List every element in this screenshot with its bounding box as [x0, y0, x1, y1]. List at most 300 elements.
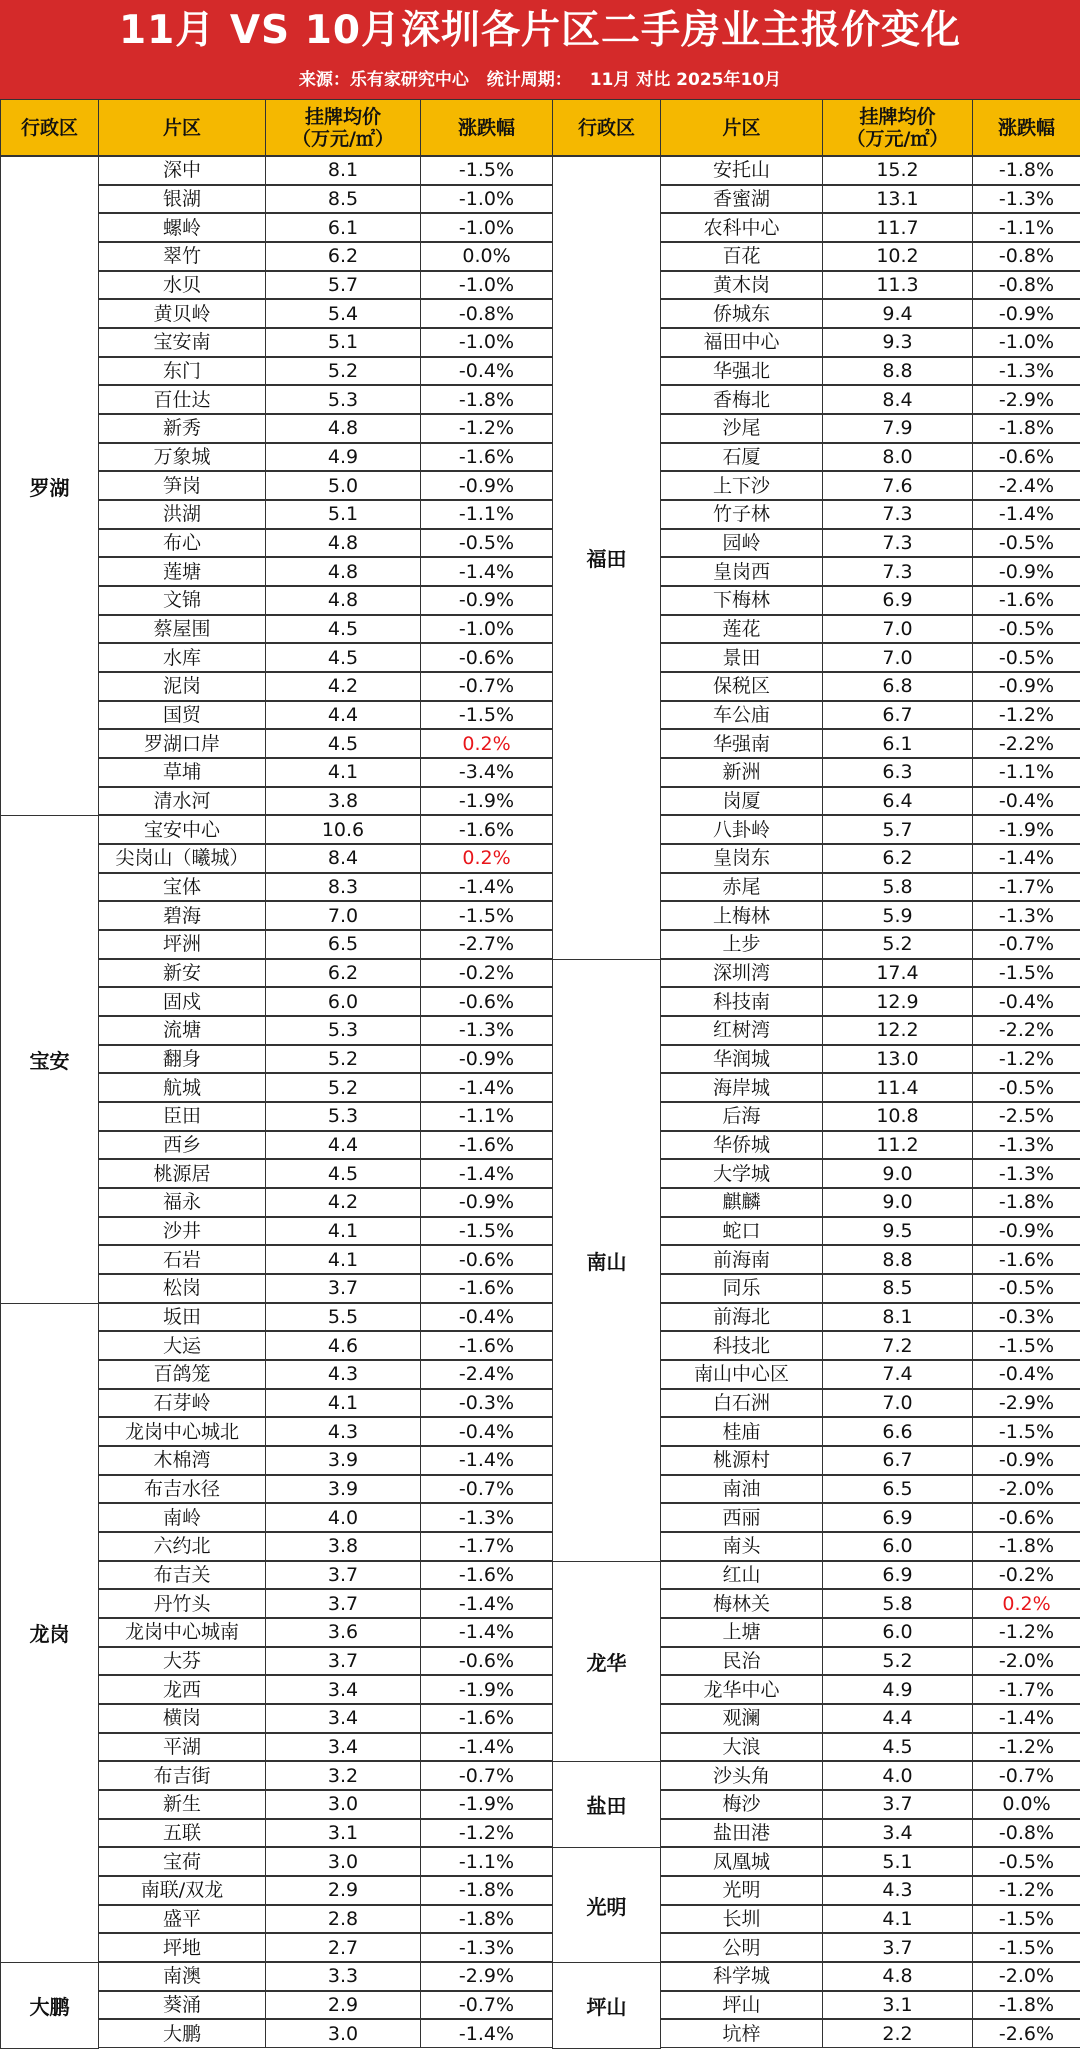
price-cell: 4.1 [265, 758, 421, 787]
change-cell: -1.9% [420, 787, 553, 816]
price-cell: 7.6 [822, 471, 973, 500]
change-cell: -1.2% [972, 1733, 1080, 1762]
change-cell: -0.4% [420, 1303, 553, 1332]
area-cell: 宝安中心 [98, 815, 266, 844]
area-cell: 科学城 [660, 1962, 823, 1991]
change-cell: -0.3% [420, 1389, 553, 1418]
area-cell: 螺岭 [98, 213, 266, 242]
price-cell: 6.1 [265, 213, 421, 242]
price-cell: 3.0 [265, 1847, 421, 1876]
area-cell: 银湖 [98, 185, 266, 214]
price-cell: 3.9 [265, 1475, 421, 1504]
price-cell: 7.3 [822, 529, 973, 558]
area-cell: 宝体 [98, 873, 266, 902]
area-column-header: 片区 [660, 99, 823, 156]
area-cell: 皇岗西 [660, 557, 823, 586]
price-cell: 4.4 [822, 1704, 973, 1733]
change-cell: -2.4% [420, 1360, 553, 1389]
area-cell: 华强南 [660, 729, 823, 758]
price-cell: 4.8 [265, 414, 421, 443]
price-cell: 7.3 [822, 557, 973, 586]
area-cell: 香蜜湖 [660, 185, 823, 214]
area-cell: 万象城 [98, 443, 266, 472]
price-cell: 6.5 [265, 930, 421, 959]
change-cell: -0.9% [972, 1217, 1080, 1246]
area-cell: 侨城东 [660, 299, 823, 328]
change-cell: -1.4% [420, 2019, 553, 2048]
district-cell: 坪山 [552, 1962, 661, 2049]
district-cell: 光明 [552, 1847, 661, 1963]
change-cell: -1.4% [420, 557, 553, 586]
district-column-header: 行政区 [0, 99, 99, 156]
price-cell: 13.0 [822, 1045, 973, 1074]
change-column-header: 涨跌幅 [420, 99, 553, 156]
price-cell: 3.7 [265, 1561, 421, 1590]
price-cell: 4.2 [265, 672, 421, 701]
price-cell: 7.4 [822, 1360, 973, 1389]
change-cell: -1.4% [420, 1446, 553, 1475]
district-cell: 福田 [552, 156, 661, 960]
price-cell: 7.0 [822, 643, 973, 672]
price-cell: 6.6 [822, 1417, 973, 1446]
price-cell: 11.4 [822, 1073, 973, 1102]
area-cell: 红山 [660, 1561, 823, 1590]
change-cell: -0.4% [972, 1360, 1080, 1389]
price-cell: 4.5 [265, 1159, 421, 1188]
area-cell: 新洲 [660, 758, 823, 787]
area-cell: 臣田 [98, 1102, 266, 1131]
area-cell: 东门 [98, 357, 266, 386]
right-table [552, 99, 1080, 2048]
area-cell: 国贸 [98, 701, 266, 730]
area-cell: 大鹏 [98, 2019, 266, 2048]
price-cell: 6.0 [822, 1532, 973, 1561]
change-cell: -0.5% [972, 1073, 1080, 1102]
area-cell: 坂田 [98, 1303, 266, 1332]
price-cell: 10.2 [822, 242, 973, 271]
change-cell: -1.1% [972, 758, 1080, 787]
district-cell: 盐田 [552, 1761, 661, 1848]
district-cell: 大鹏 [0, 1962, 99, 2049]
change-cell: -1.0% [420, 185, 553, 214]
price-cell: 4.1 [265, 1217, 421, 1246]
change-cell: -2.9% [972, 385, 1080, 414]
area-cell: 新安 [98, 959, 266, 988]
change-cell: -2.9% [420, 1962, 553, 1991]
area-cell: 红树湾 [660, 1016, 823, 1045]
change-cell: -2.4% [972, 471, 1080, 500]
change-cell: -2.2% [972, 1016, 1080, 1045]
price-cell: 7.0 [822, 615, 973, 644]
area-cell: 公明 [660, 1933, 823, 1962]
price-cell: 7.2 [822, 1331, 973, 1360]
change-cell: -0.7% [420, 1991, 553, 2020]
change-cell: 0.0% [420, 242, 553, 271]
change-cell: -1.5% [972, 959, 1080, 988]
area-cell: 麒麟 [660, 1188, 823, 1217]
area-cell: 黄木岗 [660, 271, 823, 300]
change-cell: -0.5% [972, 615, 1080, 644]
change-cell: -1.3% [972, 901, 1080, 930]
price-cell: 6.7 [822, 701, 973, 730]
area-cell: 坑梓 [660, 2019, 823, 2048]
change-cell: -1.8% [972, 1188, 1080, 1217]
change-cell: -0.2% [972, 1561, 1080, 1590]
change-cell: -1.5% [420, 701, 553, 730]
price-cell: 5.2 [265, 1073, 421, 1102]
change-cell: -1.5% [420, 1217, 553, 1246]
price-cell: 6.8 [822, 672, 973, 701]
change-cell: -1.7% [972, 1675, 1080, 1704]
source-label: 来源：乐有家研究中心 [298, 70, 469, 90]
change-cell: -1.7% [420, 1532, 553, 1561]
price-cell: 8.5 [822, 1274, 973, 1303]
area-cell: 大学城 [660, 1159, 823, 1188]
area-cell: 龙岗中心城北 [98, 1417, 266, 1446]
price-cell: 6.9 [822, 1503, 973, 1532]
area-cell: 笋岗 [98, 471, 266, 500]
area-cell: 翠竹 [98, 242, 266, 271]
price-cell: 11.3 [822, 271, 973, 300]
change-cell: -1.6% [420, 1331, 553, 1360]
area-cell: 上塘 [660, 1618, 823, 1647]
price-cell: 3.0 [265, 2019, 421, 2048]
period-label: 统计周期： [486, 70, 572, 90]
price-cell: 4.8 [265, 557, 421, 586]
price-cell: 4.5 [265, 729, 421, 758]
area-cell: 南油 [660, 1475, 823, 1504]
change-cell: -2.7% [420, 930, 553, 959]
area-cell: 五联 [98, 1819, 266, 1848]
area-cell: 蛇口 [660, 1217, 823, 1246]
price-cell: 6.1 [822, 729, 973, 758]
price-cell: 9.3 [822, 328, 973, 357]
price-cell: 4.4 [265, 1131, 421, 1160]
area-cell: 碧海 [98, 901, 266, 930]
change-cell: -1.2% [420, 414, 553, 443]
price-cell: 3.4 [265, 1733, 421, 1762]
area-cell: 南澳 [98, 1962, 266, 1991]
change-cell: -0.6% [420, 1647, 553, 1676]
area-cell: 车公庙 [660, 701, 823, 730]
price-cell: 9.0 [822, 1159, 973, 1188]
area-cell: 大芬 [98, 1647, 266, 1676]
price-cell: 11.2 [822, 1131, 973, 1160]
price-header-line: 挂牌均价 [304, 105, 381, 128]
area-cell: 航城 [98, 1073, 266, 1102]
change-cell: -0.9% [972, 299, 1080, 328]
price-cell: 3.8 [265, 787, 421, 816]
area-cell: 翻身 [98, 1045, 266, 1074]
area-cell: 文锦 [98, 586, 266, 615]
price-cell: 6.9 [822, 586, 973, 615]
change-cell: -1.5% [420, 901, 553, 930]
area-cell: 布心 [98, 529, 266, 558]
price-header-text [292, 106, 394, 150]
change-cell: -1.2% [972, 1876, 1080, 1905]
area-cell: 石芽岭 [98, 1389, 266, 1418]
change-cell: -1.5% [972, 1905, 1080, 1934]
price-cell: 3.4 [265, 1704, 421, 1733]
price-cell: 3.7 [265, 1647, 421, 1676]
price-cell: 3.1 [265, 1819, 421, 1848]
price-cell: 12.2 [822, 1016, 973, 1045]
change-cell: -0.8% [972, 271, 1080, 300]
price-cell: 4.6 [265, 1331, 421, 1360]
change-cell: -0.7% [420, 672, 553, 701]
change-cell: -1.4% [420, 1733, 553, 1762]
change-cell: -1.6% [972, 586, 1080, 615]
area-cell: 科技北 [660, 1331, 823, 1360]
area-cell: 龙华中心 [660, 1675, 823, 1704]
area-cell: 布吉关 [98, 1561, 266, 1590]
change-cell: -0.6% [420, 643, 553, 672]
area-cell: 平湖 [98, 1733, 266, 1762]
area-cell: 科技南 [660, 987, 823, 1016]
area-cell: 上步 [660, 930, 823, 959]
change-cell: -0.7% [420, 1475, 553, 1504]
change-cell: -1.7% [972, 873, 1080, 902]
price-cell: 9.4 [822, 299, 973, 328]
price-cell: 13.1 [822, 185, 973, 214]
price-cell: 5.5 [265, 1303, 421, 1332]
price-cell: 7.0 [265, 901, 421, 930]
area-cell: 新生 [98, 1790, 266, 1819]
area-cell: 凤凰城 [660, 1847, 823, 1876]
area-cell: 尖岗山（曦城） [98, 844, 266, 873]
price-cell: 2.2 [822, 2019, 973, 2048]
change-cell: -1.2% [420, 1819, 553, 1848]
change-cell: -1.5% [972, 1331, 1080, 1360]
change-cell: -1.3% [420, 1503, 553, 1532]
area-cell: 赤尾 [660, 873, 823, 902]
price-cell: 4.5 [265, 643, 421, 672]
area-cell: 木棉湾 [98, 1446, 266, 1475]
area-cell: 罗湖口岸 [98, 729, 266, 758]
change-cell: -0.6% [972, 1503, 1080, 1532]
area-column-header: 片区 [98, 99, 266, 156]
area-cell: 丹竹头 [98, 1589, 266, 1618]
price-cell: 6.2 [265, 959, 421, 988]
change-cell: -0.9% [420, 1045, 553, 1074]
price-cell: 4.3 [265, 1360, 421, 1389]
price-column-header [265, 99, 421, 156]
report-header [0, 0, 1080, 99]
area-cell: 福田中心 [660, 328, 823, 357]
change-cell: -1.9% [972, 815, 1080, 844]
area-cell: 华侨城 [660, 1131, 823, 1160]
area-cell: 南山中心区 [660, 1360, 823, 1389]
area-cell: 百仕达 [98, 385, 266, 414]
price-cell: 4.2 [265, 1188, 421, 1217]
price-cell: 5.1 [822, 1847, 973, 1876]
change-cell: -1.1% [972, 213, 1080, 242]
change-cell: -1.4% [972, 500, 1080, 529]
change-cell: -2.6% [972, 2019, 1080, 2048]
area-cell: 白石洲 [660, 1389, 823, 1418]
area-cell: 南联/双龙 [98, 1876, 266, 1905]
change-cell: -1.8% [420, 1876, 553, 1905]
area-cell: 农科中心 [660, 213, 823, 242]
price-cell: 2.8 [265, 1905, 421, 1934]
price-header-line: （万元/㎡） [846, 127, 949, 150]
area-cell: 泥岗 [98, 672, 266, 701]
area-cell: 沙头角 [660, 1761, 823, 1790]
price-header-text [847, 106, 949, 150]
price-cell: 4.5 [822, 1733, 973, 1762]
price-cell: 8.8 [822, 1245, 973, 1274]
change-cell: -1.1% [420, 1847, 553, 1876]
price-cell: 4.3 [822, 1876, 973, 1905]
price-cell: 10.6 [265, 815, 421, 844]
change-cell: -1.9% [420, 1790, 553, 1819]
price-cell: 8.3 [265, 873, 421, 902]
district-cell: 龙华 [552, 1561, 661, 1763]
area-cell: 横岗 [98, 1704, 266, 1733]
price-cell: 3.7 [265, 1274, 421, 1303]
area-cell: 梅沙 [660, 1790, 823, 1819]
area-cell: 前海北 [660, 1303, 823, 1332]
price-cell: 3.6 [265, 1618, 421, 1647]
change-cell: -1.4% [420, 1589, 553, 1618]
price-cell: 7.9 [822, 414, 973, 443]
change-cell: -1.6% [420, 1704, 553, 1733]
price-cell: 3.2 [265, 1761, 421, 1790]
area-cell: 沙井 [98, 1217, 266, 1246]
area-cell: 六约北 [98, 1532, 266, 1561]
price-cell: 8.0 [822, 443, 973, 472]
change-cell: -0.6% [972, 443, 1080, 472]
area-cell: 坪山 [660, 1991, 823, 2020]
price-cell: 11.7 [822, 213, 973, 242]
price-cell: 7.0 [822, 1389, 973, 1418]
price-cell: 4.8 [265, 529, 421, 558]
change-cell: -0.5% [420, 529, 553, 558]
area-cell: 宝荷 [98, 1847, 266, 1876]
price-cell: 3.3 [265, 1962, 421, 1991]
area-cell: 流塘 [98, 1016, 266, 1045]
area-cell: 宝安南 [98, 328, 266, 357]
change-cell: -0.6% [420, 1245, 553, 1274]
change-cell: -1.6% [420, 1274, 553, 1303]
change-cell: -0.5% [972, 1847, 1080, 1876]
change-cell: -0.4% [420, 357, 553, 386]
area-cell: 大运 [98, 1331, 266, 1360]
area-cell: 前海南 [660, 1245, 823, 1274]
change-cell: -0.5% [972, 529, 1080, 558]
price-cell: 4.4 [265, 701, 421, 730]
change-cell: -0.4% [972, 987, 1080, 1016]
change-cell: -0.7% [972, 1761, 1080, 1790]
price-cell: 17.4 [822, 959, 973, 988]
change-cell: -1.4% [420, 873, 553, 902]
price-cell: 5.8 [822, 873, 973, 902]
price-cell: 5.1 [265, 500, 421, 529]
change-cell: -0.4% [420, 1417, 553, 1446]
change-cell: -1.3% [420, 1016, 553, 1045]
price-cell: 6.9 [822, 1561, 973, 1590]
area-cell: 上下沙 [660, 471, 823, 500]
change-cell: -0.9% [420, 471, 553, 500]
price-header-line: （万元/㎡） [292, 127, 394, 150]
area-cell: 光明 [660, 1876, 823, 1905]
change-cell: -0.8% [420, 299, 553, 328]
price-cell: 5.1 [265, 328, 421, 357]
area-cell: 桃源居 [98, 1159, 266, 1188]
price-cell: 5.2 [265, 357, 421, 386]
change-cell: -1.4% [420, 1159, 553, 1188]
area-cell: 大浪 [660, 1733, 823, 1762]
change-cell: -2.0% [972, 1647, 1080, 1676]
change-cell: -1.5% [972, 1417, 1080, 1446]
change-cell: -1.0% [420, 328, 553, 357]
change-cell: 0.2% [972, 1589, 1080, 1618]
change-column-header: 涨跌幅 [972, 99, 1080, 156]
area-cell: 西丽 [660, 1503, 823, 1532]
change-cell: -1.3% [972, 1131, 1080, 1160]
price-cell: 5.7 [822, 815, 973, 844]
area-cell: 布吉街 [98, 1761, 266, 1790]
change-cell: -2.0% [972, 1475, 1080, 1504]
price-cell: 8.1 [265, 156, 421, 185]
area-cell: 百鸽笼 [98, 1360, 266, 1389]
change-cell: -1.0% [420, 213, 553, 242]
area-cell: 西乡 [98, 1131, 266, 1160]
area-cell: 后海 [660, 1102, 823, 1131]
area-cell: 草埔 [98, 758, 266, 787]
area-cell: 清水河 [98, 787, 266, 816]
price-cell: 6.5 [822, 1475, 973, 1504]
change-cell: 0.0% [972, 1790, 1080, 1819]
change-cell: -1.0% [420, 271, 553, 300]
change-cell: -1.6% [972, 1245, 1080, 1274]
area-cell: 南岭 [98, 1503, 266, 1532]
change-cell: -1.6% [420, 815, 553, 844]
price-cell: 6.2 [822, 844, 973, 873]
price-cell: 2.9 [265, 1876, 421, 1905]
price-cell: 5.2 [822, 930, 973, 959]
price-cell: 6.7 [822, 1446, 973, 1475]
change-cell: -1.8% [972, 156, 1080, 185]
area-cell: 园岭 [660, 529, 823, 558]
area-cell: 莲花 [660, 615, 823, 644]
change-cell: -1.6% [420, 1131, 553, 1160]
change-cell: -1.2% [972, 1045, 1080, 1074]
price-cell: 4.1 [822, 1905, 973, 1934]
period-value: 11月 对比 2025年10月 [589, 70, 782, 90]
price-cell: 8.1 [822, 1303, 973, 1332]
change-cell: 0.2% [420, 729, 553, 758]
district-cell: 龙岗 [0, 1303, 99, 1963]
price-cell: 2.9 [265, 1991, 421, 2020]
change-cell: -1.4% [420, 1073, 553, 1102]
change-cell: -1.8% [420, 1905, 553, 1934]
price-cell: 5.3 [265, 1016, 421, 1045]
area-cell: 岗厦 [660, 787, 823, 816]
price-cell: 4.8 [822, 1962, 973, 1991]
area-cell: 八卦岭 [660, 815, 823, 844]
change-cell: -0.8% [972, 242, 1080, 271]
price-cell: 4.9 [822, 1675, 973, 1704]
area-cell: 福永 [98, 1188, 266, 1217]
price-cell: 3.8 [265, 1532, 421, 1561]
area-cell: 观澜 [660, 1704, 823, 1733]
change-cell: -1.3% [972, 185, 1080, 214]
change-cell: -1.6% [420, 1561, 553, 1590]
area-cell: 水库 [98, 643, 266, 672]
price-cell: 4.1 [265, 1245, 421, 1274]
area-cell: 下梅林 [660, 586, 823, 615]
